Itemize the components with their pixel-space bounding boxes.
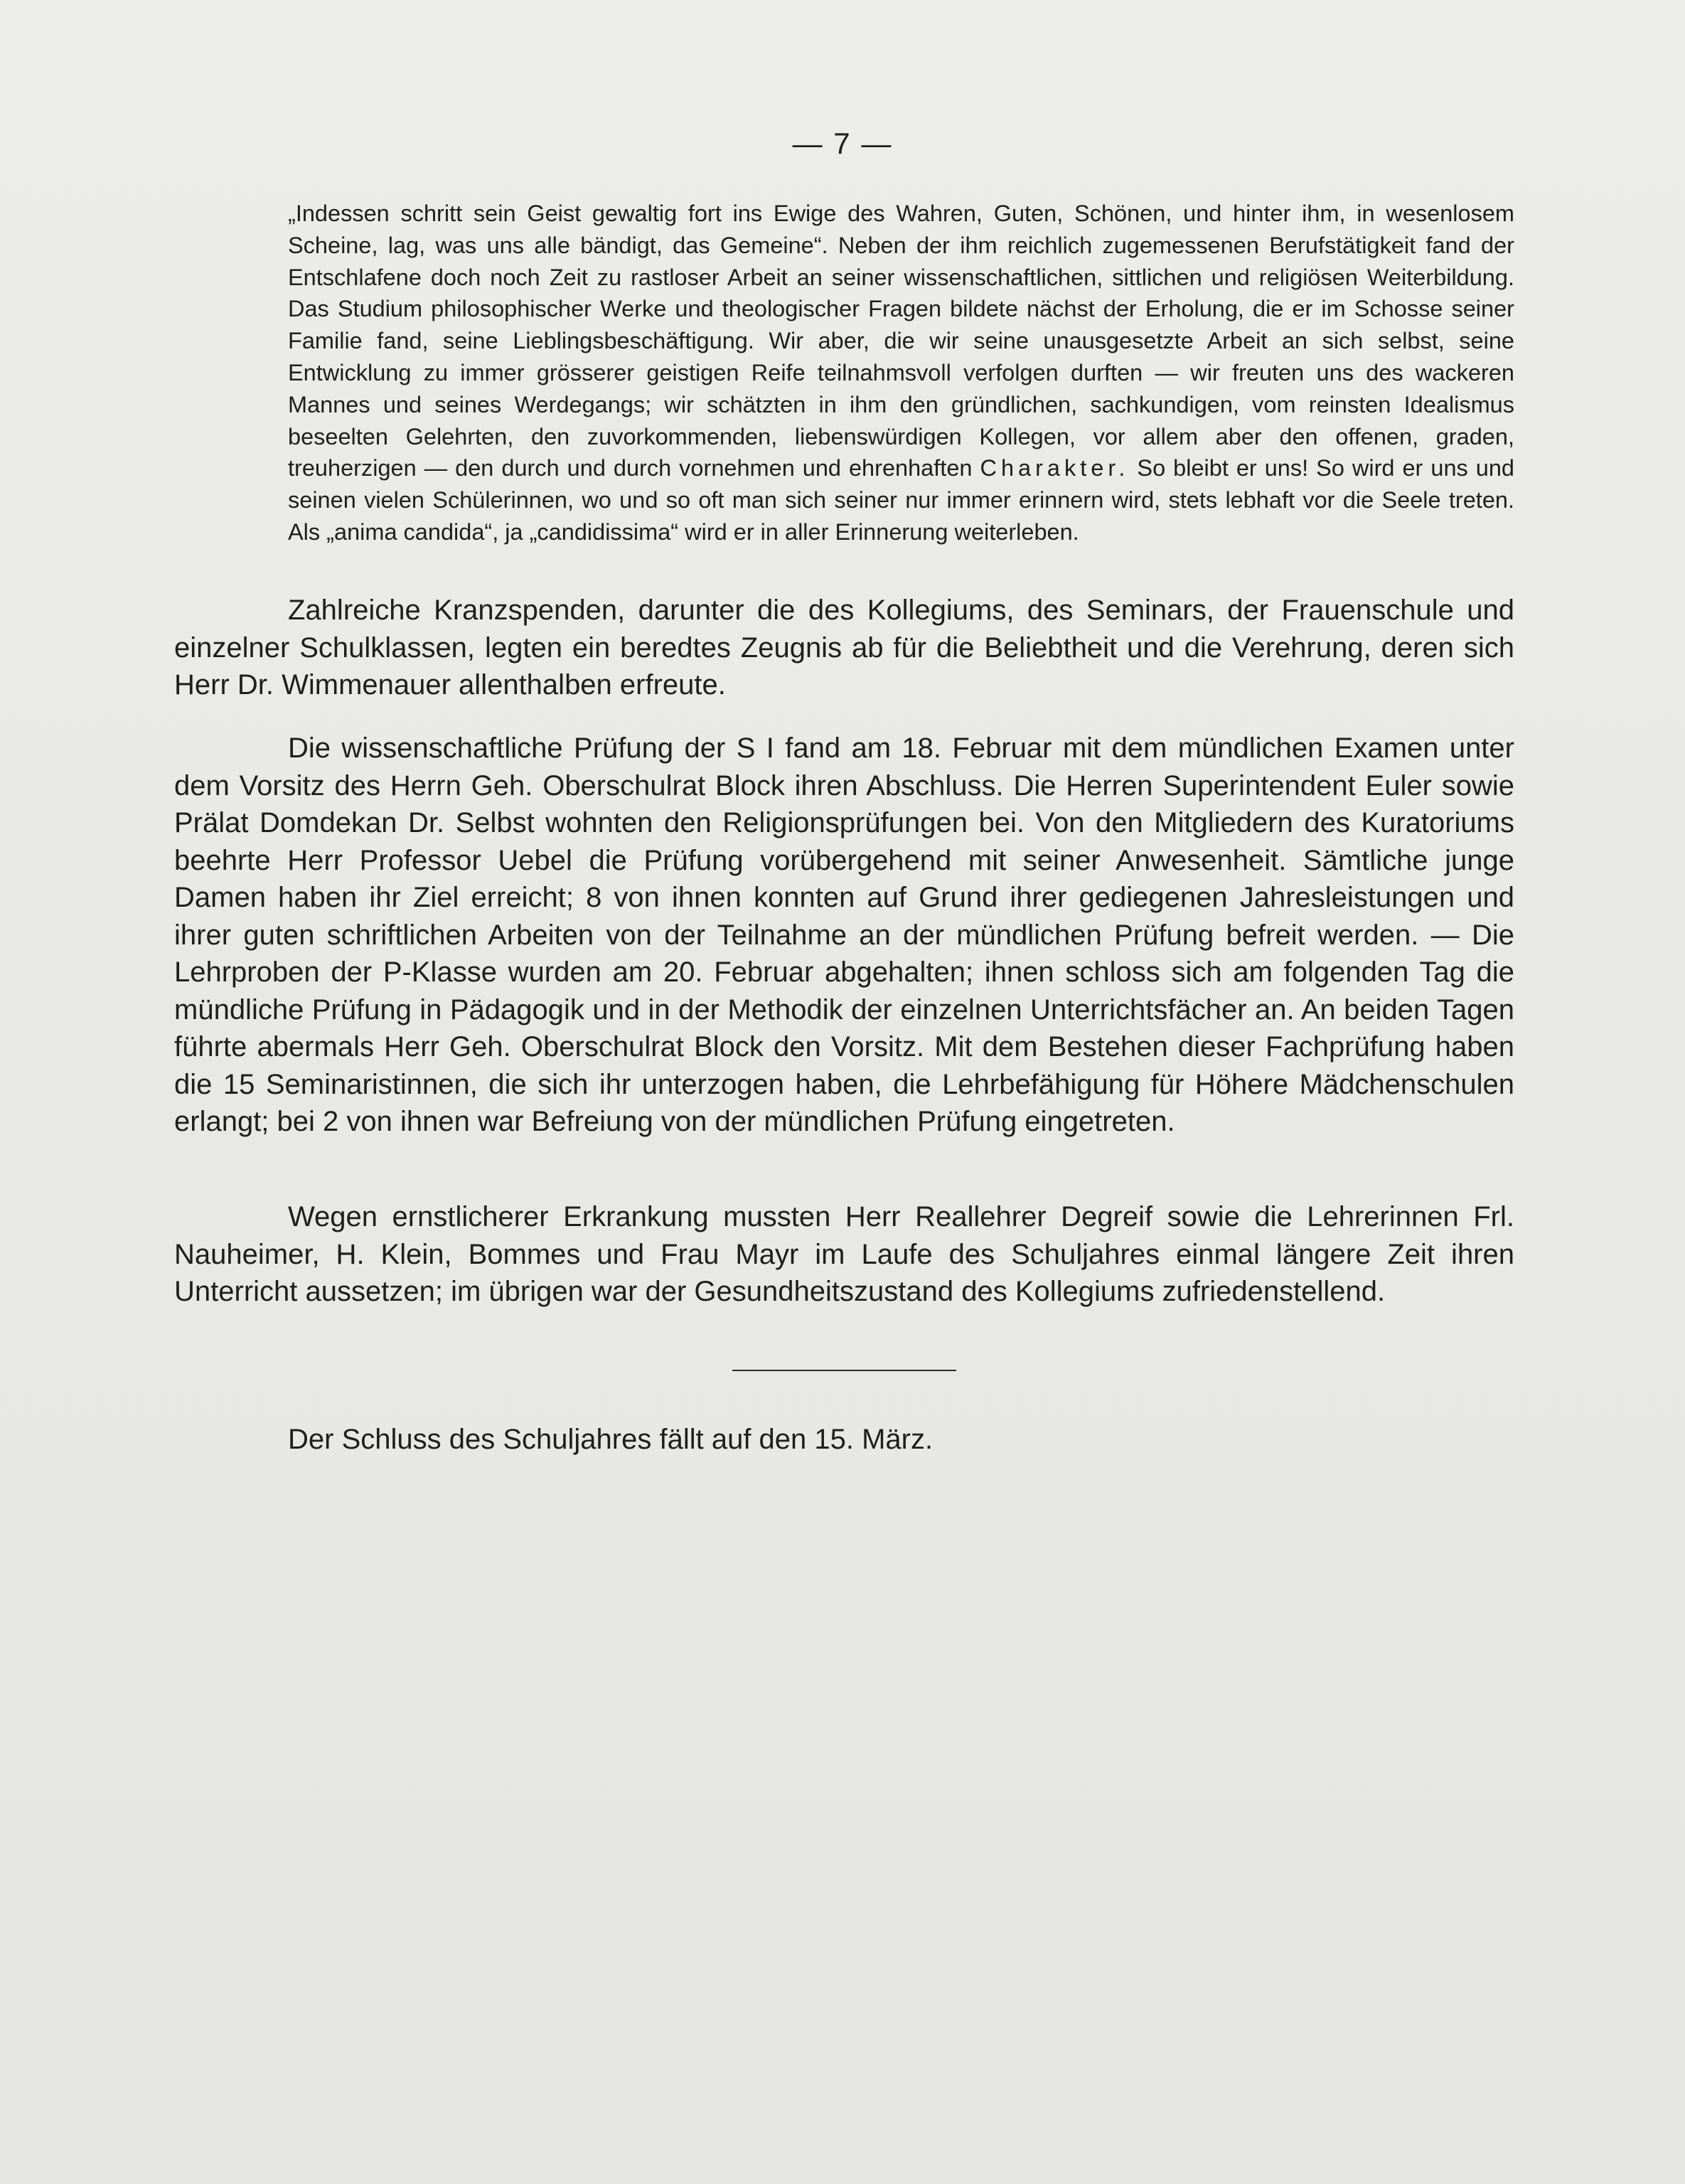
quote-text-before: „Indessen schritt sein Geist gewaltig fort ins Ewige des Wahren, Guten, Schönen, und hinter ihm, in wesenlosem Scheine, lag, was uns alle bändigt, das Gemeine“. Neben der ihm reichlich zugemessenen Berufstätigkeit fand der Entschlafene doch noch Zeit zu rastloser Arbeit an seiner wissenschaftlichen, sittlichen und religiösen Weiterbildung. Das Studium philosophischer Werke und theologischer Fragen bildete nächst der Erholung, die er im Schosse seiner Familie fand, seine Lieblingsbeschäftigung. Wir aber, die wir seine unausgesetzte Arbeit an sich selbst, seine Entwicklung zu immer grösserer geistigen Reife teilnahmsvoll verfolgen durften — wir freuten uns des wackeren Mannes und seines Werdegangs; wir schätzten in ihm den gründlichen, sachkundigen, vom reinsten Idealismus beseelten Gelehrten, den zuvorkommenden, liebenswürdigen Kollegen, vor allem aber den offenen, graden, treuherzigen — den durch und durch vornehmen und ehrenhaften (288, 201, 1514, 481)
paragraph-illness (174, 1198, 1514, 1311)
paragraph-text: Zahlreiche Kranzspenden, darunter die des Kollegiums, des Seminars, der Frauenschule und einzelner Schulklassen, legten ein beredtes Zeugnis ab für die Beliebtheit und die Verehrung, deren sich Herr Dr. Wimmenauer allenthalben erfreute. (174, 595, 1514, 701)
paragraph-text: Die wissenschaftliche Prüfung der S I fand am 18. Februar mit dem mündlichen Examen unter dem Vorsitz des Herrn Geh. Oberschulrat Block ihren Abschluss. Die Herren Superintendent Euler sowie Prälat Domdekan Dr. Selbst wohnten den Religionsprüfungen bei. Von den Mitgliedern des Kuratoriums beehrte Herr Professor Uebel die Prüfung vorübergehend mit seiner Anwesenheit. Sämtliche junge Damen haben ihr Ziel erreicht; 8 von ihnen konnten auf Grund ihrer gediegenen Jahresleistungen und ihrer guten schriftlichen Arbeiten von der Teilnahme an der mündlichen Prüfung befreit werden. — Die Lehrproben der P-Klasse wurden am 20. Februar abgehalten; ihnen schloss sich am folgenden Tag die mündliche Prüfung in Pädagogik und in der Methodik der einzelnen Unterrichtsfächer an. An beiden Tagen führte abermals Herr Geh. Oberschulrat Block den Vorsitz. Mit dem Bestehen dieser Fachprüfung haben die 15 Seminaristinnen, die sich ihr unterzogen haben, die Lehrbefähigung für Höhere Mädchenschulen erlangt; bei 2 von ihnen war Befreiung von der mündlichen Prüfung eingetreten. (174, 733, 1514, 1137)
quote-text-after: So bleibt er uns! So wird er uns und seinen vielen Schülerinnen, wo und so oft man sich seiner nur immer erinnern wird, stets lebhaft vor die Seele treten. Als „anima candida“, ja „candidissima“ wird er in aller Erinnerung weiterleben. (288, 455, 1514, 545)
page-number: — 7 — (792, 127, 893, 160)
quote-emphasis: Charakter. (980, 455, 1130, 481)
paragraph-text: Wegen ernstlicherer Erkrankung mussten Herr Reallehrer Degreif sowie die Lehrerinnen Frl. Nauheimer, H. Klein, Bommes und Frau Mayr im Laufe des Schuljahres einmal längere Zeit ihren Unterricht aussetzen; im übrigen war der Gesundheitszustand des Kollegiums zufriedenstellend. (174, 1201, 1514, 1307)
quote-paragraph (288, 198, 1514, 548)
paragraph-wreaths (174, 592, 1514, 704)
section-divider (732, 1370, 956, 1371)
paragraph-examinations (174, 730, 1514, 1141)
memorial-quote (288, 198, 1514, 548)
closing-statement: Der Schluss des Schuljahres fällt auf den 15. März. (288, 1424, 934, 1455)
